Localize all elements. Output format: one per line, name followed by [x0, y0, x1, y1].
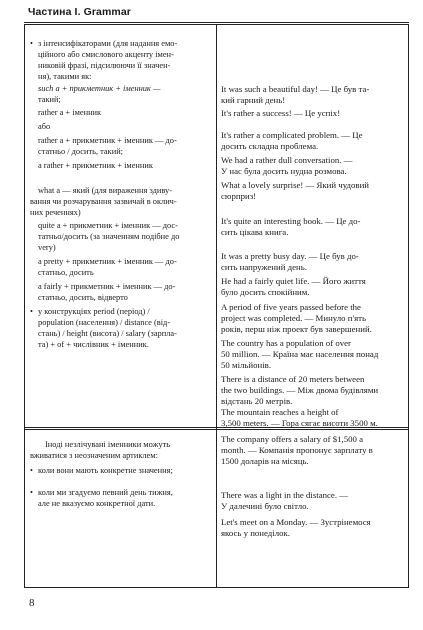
left-what-line3: них реченнях) — [30, 208, 81, 217]
left-bullet3: коли вони мають конкретне значення; — [38, 466, 173, 475]
example-pretty-line2: сить напружений день. — [221, 262, 307, 272]
example-salary-line2: month. — Компанія пропонує зарплату в — [221, 445, 373, 455]
column-divider — [216, 25, 217, 588]
example-salary-line1: The company offers a salary of $1,500 a — [221, 434, 364, 444]
example-salary-line3: 1500 доларів на місяць. — [221, 456, 309, 466]
left-rather2-line2: статньо / досить, такий; — [38, 147, 124, 156]
example-distance-line2: the two buildings. — Між двома будівлями — [221, 385, 379, 395]
left-pretty-line1: a pretty + прикметник + іменник — до- — [38, 257, 177, 266]
example-height-line1: The mountain reaches a height of — [221, 407, 339, 417]
left-bottom-intro-line2: вживатися з неозначеним артиклем: — [30, 451, 158, 460]
left-such-line1: such a + прикметник + іменник — — [38, 84, 161, 93]
example-fairly-line2: було досить спокійним. — [221, 287, 310, 297]
bullet-icon: • — [30, 39, 33, 48]
page-number: 8 — [29, 597, 35, 609]
example-monday-line1: Let's meet on a Monday. — Зустрінемося — [221, 517, 371, 527]
example-population-line3: 50 мільйонів. — [221, 360, 272, 370]
left-bullet1-line1: з інтенсифікаторами (для надання емо- — [38, 39, 178, 48]
example-such-line1: It was such a beautiful day! — Це був та- — [221, 84, 370, 94]
left-abo: або — [38, 122, 51, 131]
example-rather-success: It's rather a success! — Це успіх! — [221, 108, 341, 118]
example-period-line3: років, перш ніж проект був завершений. — [221, 324, 372, 334]
example-rather-problem-line2: досить складна проблема. — [221, 141, 319, 151]
example-surprise-line2: сюрприз! — [221, 191, 257, 201]
left-pretty-line2: статньо, досить — [38, 268, 94, 277]
left-bullet2-line3: стань) / height (висота) / salary (зарпла- — [38, 329, 177, 338]
example-period-line2: project was completed. — Минуло п'ять — [221, 313, 366, 323]
example-monday-line2: якось у понеділок. — [221, 528, 290, 538]
left-quite-line2: татньо/досить (за значенням подібне до — [38, 232, 180, 241]
left-quite-line1: quite a + прикметник + іменник — дос- — [38, 221, 178, 230]
left-bullet2-line1: у конструкціях period (період) / — [38, 307, 150, 316]
left-what-line2: вання чи розчарування зазвичай в оклич- — [30, 197, 177, 206]
bullet-icon: • — [30, 488, 33, 497]
example-such-line2: кий гарний день! — [221, 95, 286, 105]
example-quite-line1: It's quite an interesting book. — Це до- — [221, 216, 361, 226]
left-rather-line: rather a + іменник — [38, 108, 102, 117]
example-dull-line1: We had a rather dull conversation. — — [221, 155, 353, 165]
example-pretty-line1: It was a pretty busy day. — Це був до- — [221, 251, 359, 261]
left-bullet2-line4: та) + of + числівник + іменник. — [38, 340, 149, 349]
example-dull-line2: У нас була досить нудна розмова. — [221, 166, 347, 176]
left-fairly-line1: a fairly + прикметник + іменник — до- — [38, 282, 176, 291]
page-header: Частина I. Grammar — [28, 6, 131, 18]
left-bottom-intro-line1: Іноді незлічувані іменники можуть — [45, 440, 171, 449]
example-quite-line2: сить цікава книга. — [221, 227, 289, 237]
example-population-line2: 50 million. — Країна має населення понад — [221, 349, 379, 359]
left-arather-line: a rather + прикметник + іменник — [38, 161, 153, 170]
left-fairly-line2: статньо, досить, відверто — [38, 293, 128, 302]
example-population-line1: The country has a population of over — [221, 338, 351, 348]
left-bullet1-line3: никовій фразі, підсилюючи її значен- — [38, 61, 171, 70]
left-such-line2: такий; — [38, 95, 61, 104]
bullet-icon: • — [30, 466, 33, 475]
left-bullet2-line2: population (населення) / distance (від- — [38, 318, 171, 327]
left-bullet4-line1: коли ми згадуємо певний день тижня, — [38, 488, 173, 497]
left-quite-line3: very) — [38, 243, 56, 252]
example-rather-problem-line1: It's rather a complicated problem. — Це — [221, 130, 363, 140]
left-what-line1: what a — який (для вираження здиву- — [38, 186, 172, 195]
example-distance-line3: відстань 20 метрів. — [221, 396, 293, 406]
bullet-icon: • — [30, 307, 33, 316]
example-light-line1: There was a light in the distance. — — [221, 490, 349, 500]
section-separator-double — [24, 429, 409, 430]
left-bullet4-line2: але не вказуємо конкретної дати. — [38, 499, 156, 508]
left-bullet1-line2: ційного або смислового акценту імен- — [38, 50, 174, 59]
example-height-line2: 3,500 meters. — Гора сягає висоти 3500 м. — [221, 418, 378, 428]
example-fairly-line1: He had a fairly quiet life. — Його життя — [221, 276, 366, 286]
example-light-line2: У далечині було світло. — [221, 501, 309, 511]
left-rather2-line1: rather a + прикметник + іменник — до- — [38, 136, 177, 145]
header-rule — [24, 22, 409, 23]
example-period-line1: A period of five years passed before the — [221, 302, 361, 312]
example-distance-line1: There is a distance of 20 meters between — [221, 374, 365, 384]
left-bullet1-line4: ня), такими як: — [38, 72, 92, 81]
example-surprise-line1: What a lovely surprise! — Який чудовий — [221, 180, 369, 190]
